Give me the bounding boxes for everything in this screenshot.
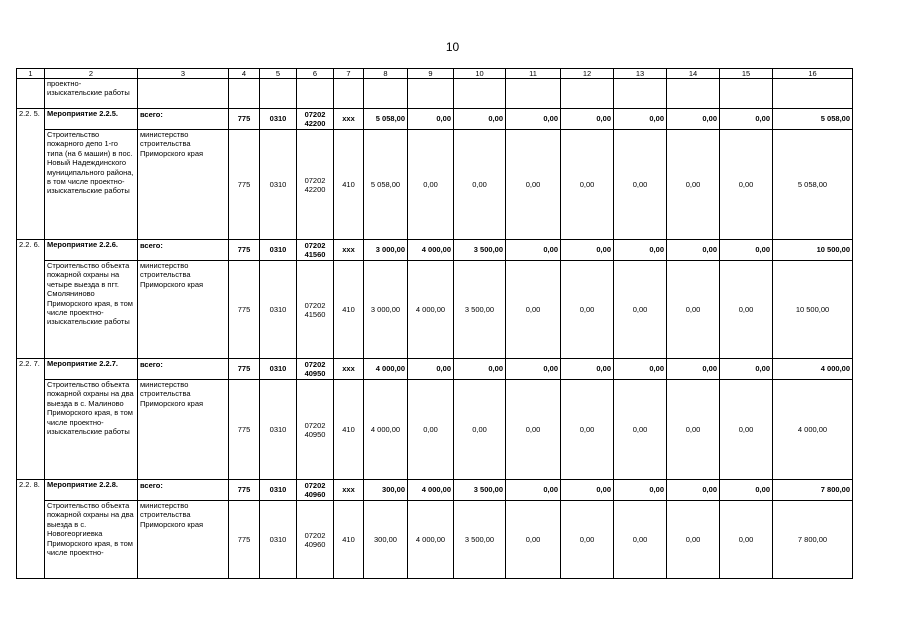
expense-type: 410 bbox=[334, 501, 364, 579]
column-number-row bbox=[17, 69, 853, 79]
amount-c15: 0,00 bbox=[720, 480, 773, 501]
column-number: 9 bbox=[408, 69, 454, 79]
amount-c13: 0,00 bbox=[614, 501, 667, 579]
measure-detail-row bbox=[17, 130, 853, 240]
expense-type: ххх bbox=[334, 109, 364, 130]
amount-c12: 0,00 bbox=[561, 359, 614, 380]
measure-description: Строительство пожарного депо 1-го типа (на 6 машин) в пос. Новый Надеждинского муниципального района, в том числе проектно-изыскательские работы bbox=[45, 130, 138, 240]
amount-c11: 0,00 bbox=[506, 109, 561, 130]
column-number: 14 bbox=[667, 69, 720, 79]
measure-title: Мероприятие 2.2.7. bbox=[45, 359, 138, 380]
target-article-code: 07202 41560 bbox=[297, 261, 334, 359]
target-article-code: 07202 40950 bbox=[297, 380, 334, 480]
column-number: 11 bbox=[506, 69, 561, 79]
ministry-code: 775 bbox=[229, 501, 260, 579]
amount-c16: 10 500,00 bbox=[773, 240, 853, 261]
total-label: всего: bbox=[138, 109, 229, 130]
amount-c9: 0,00 bbox=[408, 130, 454, 240]
measure-total-row bbox=[17, 109, 853, 130]
ministry-code: 775 bbox=[229, 359, 260, 380]
amount-c13: 0,00 bbox=[614, 380, 667, 480]
ministry-code: 775 bbox=[229, 109, 260, 130]
amount-c11: 0,00 bbox=[506, 380, 561, 480]
amount-c14: 0,00 bbox=[667, 359, 720, 380]
target-article-code: 07202 40960 bbox=[297, 480, 334, 501]
amount-c8: 3 000,00 bbox=[364, 240, 408, 261]
amount-c11: 0,00 bbox=[506, 261, 561, 359]
amount-c12: 0,00 bbox=[561, 109, 614, 130]
responsible-executor: министерство строительства Приморского края bbox=[138, 501, 229, 579]
amount-c12: 0,00 bbox=[561, 261, 614, 359]
expense-type: 410 bbox=[334, 380, 364, 480]
item-number: 2.2. 8. bbox=[17, 480, 45, 579]
target-article-code: 07202 41560 bbox=[297, 240, 334, 261]
amount-c8: 4 000,00 bbox=[364, 359, 408, 380]
amount-c11: 0,00 bbox=[506, 130, 561, 240]
amount-c8: 300,00 bbox=[364, 480, 408, 501]
expense-type: ххх bbox=[334, 359, 364, 380]
amount-c13: 0,00 bbox=[614, 240, 667, 261]
item-number: 2.2. 6. bbox=[17, 240, 45, 359]
section-code: 0310 bbox=[260, 359, 297, 380]
amount-c13: 0,00 bbox=[614, 480, 667, 501]
amount-c14: 0,00 bbox=[667, 240, 720, 261]
responsible-executor: министерство строительства Приморского края bbox=[138, 380, 229, 480]
amount-c12: 0,00 bbox=[561, 130, 614, 240]
column-number: 16 bbox=[773, 69, 853, 79]
amount-c16: 4 000,00 bbox=[773, 380, 853, 480]
ministry-code: 775 bbox=[229, 240, 260, 261]
amount-c16: 7 800,00 bbox=[773, 480, 853, 501]
budget-table bbox=[16, 68, 853, 579]
measure-detail-row bbox=[17, 501, 853, 579]
total-label: всего: bbox=[138, 359, 229, 380]
amount-c13: 0,00 bbox=[614, 359, 667, 380]
amount-c9: 4 000,00 bbox=[408, 240, 454, 261]
amount-c8: 5 058,00 bbox=[364, 109, 408, 130]
amount-c16: 5 058,00 bbox=[773, 109, 853, 130]
amount-c8: 3 000,00 bbox=[364, 261, 408, 359]
amount-c8: 300,00 bbox=[364, 501, 408, 579]
amount-c9: 4 000,00 bbox=[408, 501, 454, 579]
page-number: 10 bbox=[445, 40, 460, 54]
amount-c15: 0,00 bbox=[720, 240, 773, 261]
amount-c16: 4 000,00 bbox=[773, 359, 853, 380]
column-number: 4 bbox=[229, 69, 260, 79]
column-number: 1 bbox=[17, 69, 45, 79]
amount-c10: 0,00 bbox=[454, 130, 506, 240]
amount-c14: 0,00 bbox=[667, 109, 720, 130]
amount-c14: 0,00 bbox=[667, 480, 720, 501]
measure-total-row bbox=[17, 480, 853, 501]
measure-detail-row bbox=[17, 380, 853, 480]
amount-c16: 10 500,00 bbox=[773, 261, 853, 359]
amount-c11: 0,00 bbox=[506, 480, 561, 501]
amount-c14: 0,00 bbox=[667, 501, 720, 579]
amount-c13: 0,00 bbox=[614, 261, 667, 359]
amount-c15: 0,00 bbox=[720, 109, 773, 130]
amount-c10: 0,00 bbox=[454, 359, 506, 380]
amount-c14: 0,00 bbox=[667, 380, 720, 480]
target-article-code: 07202 40960 bbox=[297, 501, 334, 579]
continuation-text: проектно-изыскательские работы bbox=[45, 79, 138, 109]
column-number: 5 bbox=[260, 69, 297, 79]
amount-c15: 0,00 bbox=[720, 380, 773, 480]
amount-c9: 0,00 bbox=[408, 380, 454, 480]
measure-total-row bbox=[17, 359, 853, 380]
item-number: 2.2. 5. bbox=[17, 109, 45, 240]
section-code: 0310 bbox=[260, 109, 297, 130]
target-article-code: 07202 42200 bbox=[297, 109, 334, 130]
amount-c15: 0,00 bbox=[720, 359, 773, 380]
amount-c12: 0,00 bbox=[561, 380, 614, 480]
column-number: 6 bbox=[297, 69, 334, 79]
column-number: 8 bbox=[364, 69, 408, 79]
amount-c10: 3 500,00 bbox=[454, 240, 506, 261]
target-article-code: 07202 42200 bbox=[297, 130, 334, 240]
amount-c9: 4 000,00 bbox=[408, 480, 454, 501]
measure-description: Строительство объекта пожарной охраны на четыре выезда в пгт. Смоляниново Приморского края, в том числе проектно-изыскательские работы bbox=[45, 261, 138, 359]
responsible-executor: министерство строительства Приморского края bbox=[138, 130, 229, 240]
measure-title: Мероприятие 2.2.6. bbox=[45, 240, 138, 261]
amount-c11: 0,00 bbox=[506, 240, 561, 261]
section-code: 0310 bbox=[260, 501, 297, 579]
amount-c10: 3 500,00 bbox=[454, 501, 506, 579]
section-code: 0310 bbox=[260, 261, 297, 359]
amount-c14: 0,00 bbox=[667, 130, 720, 240]
amount-c10: 3 500,00 bbox=[454, 261, 506, 359]
total-label: всего: bbox=[138, 240, 229, 261]
measure-title: Мероприятие 2.2.5. bbox=[45, 109, 138, 130]
ministry-code: 775 bbox=[229, 380, 260, 480]
continuation-row bbox=[17, 79, 853, 109]
amount-c14: 0,00 bbox=[667, 261, 720, 359]
amount-c13: 0,00 bbox=[614, 109, 667, 130]
amount-c10: 0,00 bbox=[454, 380, 506, 480]
expense-type: ххх bbox=[334, 480, 364, 501]
column-number: 10 bbox=[454, 69, 506, 79]
amount-c8: 5 058,00 bbox=[364, 130, 408, 240]
amount-c10: 0,00 bbox=[454, 109, 506, 130]
amount-c8: 4 000,00 bbox=[364, 380, 408, 480]
amount-c9: 4 000,00 bbox=[408, 261, 454, 359]
measure-total-row bbox=[17, 240, 853, 261]
amount-c13: 0,00 bbox=[614, 130, 667, 240]
column-number: 7 bbox=[334, 69, 364, 79]
measure-description: Строительство объекта пожарной охраны на два выезда в с. Малиново Приморского края, в том числе проектно-изыскательские работы bbox=[45, 380, 138, 480]
column-number: 3 bbox=[138, 69, 229, 79]
target-article-code: 07202 40950 bbox=[297, 359, 334, 380]
column-number: 13 bbox=[614, 69, 667, 79]
column-number: 12 bbox=[561, 69, 614, 79]
measure-title: Мероприятие 2.2.8. bbox=[45, 480, 138, 501]
amount-c12: 0,00 bbox=[561, 240, 614, 261]
amount-c15: 0,00 bbox=[720, 130, 773, 240]
amount-c11: 0,00 bbox=[506, 359, 561, 380]
measure-description: Строительство объекта пожарной охраны на два выезда в с. Новогеоргиевка Приморского края, в том числе проектно- bbox=[45, 501, 138, 579]
total-label: всего: bbox=[138, 480, 229, 501]
item-number: 2.2. 7. bbox=[17, 359, 45, 480]
section-code: 0310 bbox=[260, 480, 297, 501]
measure-detail-row bbox=[17, 261, 853, 359]
amount-c16: 7 800,00 bbox=[773, 501, 853, 579]
amount-c11: 0,00 bbox=[506, 501, 561, 579]
amount-c16: 5 058,00 bbox=[773, 130, 853, 240]
ministry-code: 775 bbox=[229, 480, 260, 501]
section-code: 0310 bbox=[260, 130, 297, 240]
section-code: 0310 bbox=[260, 240, 297, 261]
expense-type: ххх bbox=[334, 240, 364, 261]
column-number: 2 bbox=[45, 69, 138, 79]
expense-type: 410 bbox=[334, 130, 364, 240]
ministry-code: 775 bbox=[229, 130, 260, 240]
responsible-executor: министерство строительства Приморского края bbox=[138, 261, 229, 359]
amount-c15: 0,00 bbox=[720, 501, 773, 579]
expense-type: 410 bbox=[334, 261, 364, 359]
amount-c9: 0,00 bbox=[408, 109, 454, 130]
amount-c12: 0,00 bbox=[561, 480, 614, 501]
section-code: 0310 bbox=[260, 380, 297, 480]
ministry-code: 775 bbox=[229, 261, 260, 359]
amount-c15: 0,00 bbox=[720, 261, 773, 359]
amount-c9: 0,00 bbox=[408, 359, 454, 380]
amount-c12: 0,00 bbox=[561, 501, 614, 579]
column-number: 15 bbox=[720, 69, 773, 79]
amount-c10: 3 500,00 bbox=[454, 480, 506, 501]
